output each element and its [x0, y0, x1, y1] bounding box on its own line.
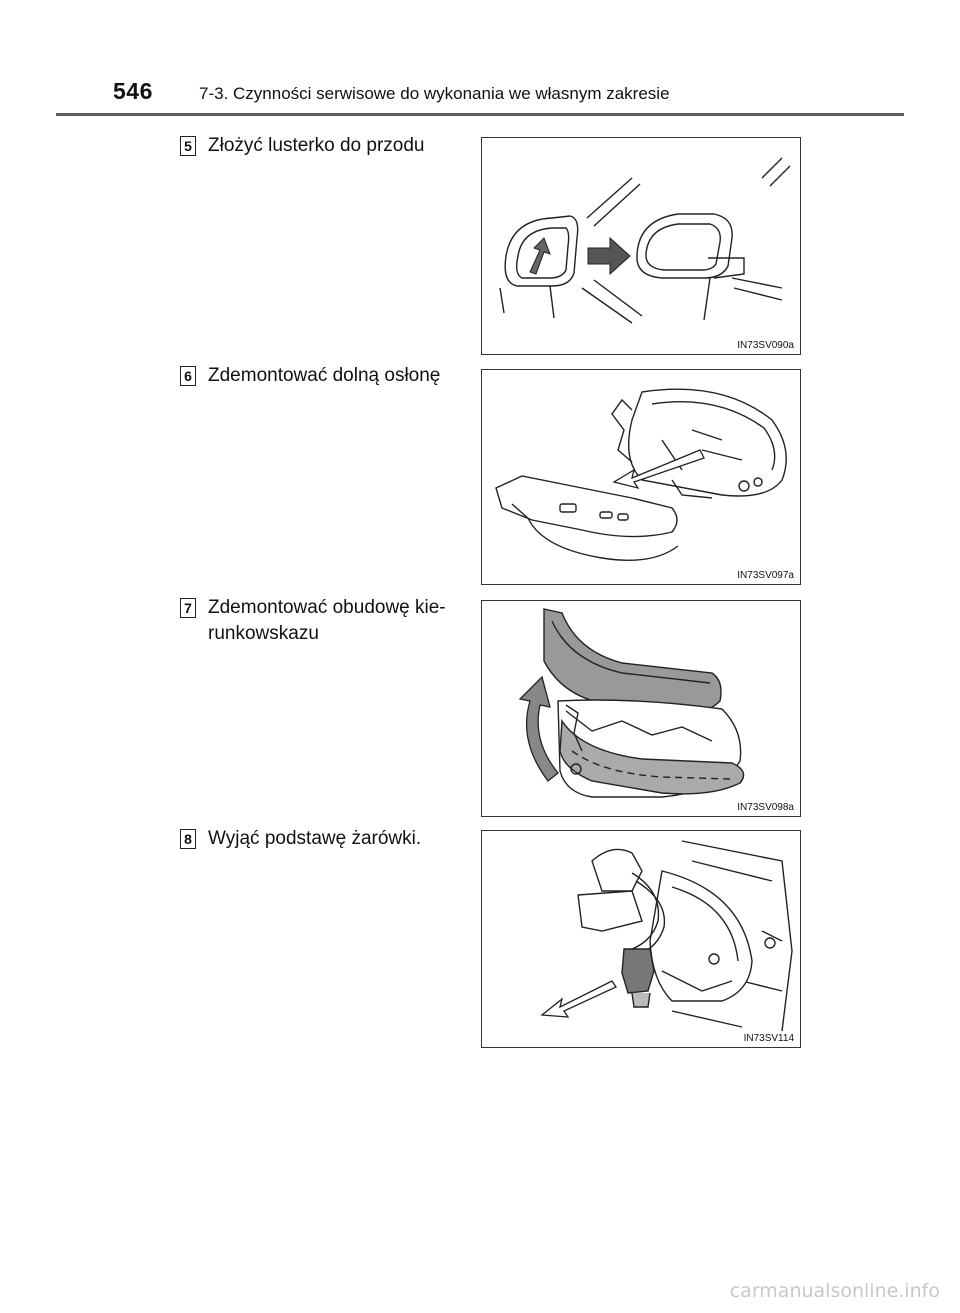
step-number-badge: 5	[180, 136, 196, 156]
watermark: carmanualsonline.info	[729, 1280, 940, 1302]
mirror-fold-illustration	[482, 138, 802, 356]
step-instruction: Wyjąć podstawę żarówki.	[208, 828, 422, 849]
chapter-title: 7-3. Czynności serwisowe do wykonania we własnym zakresie	[199, 84, 670, 103]
step-instruction: Zdemontować dolną osłonę	[208, 365, 441, 386]
figure-remove-bulb-base	[481, 830, 801, 1048]
figure-remove-turn-signal-housing	[481, 600, 801, 817]
figure-remove-lower-cover	[481, 369, 801, 585]
figure-fold-mirror	[481, 137, 801, 355]
step-instruction: Złożyć lusterko do przodu	[208, 135, 425, 156]
figure-code: IN73SV098a	[737, 802, 794, 813]
bulb-base-illustration	[482, 831, 802, 1049]
turn-signal-housing-illustration	[482, 601, 802, 818]
figure-code: IN73SV114	[743, 1033, 794, 1044]
header-rule	[56, 113, 904, 116]
lower-cover-illustration	[482, 370, 802, 586]
step-instruction: Zdemontować obudowę kie-runkowskazu	[208, 597, 446, 644]
step-number-badge: 7	[180, 598, 196, 618]
step-number-badge: 6	[180, 366, 196, 386]
step-number-badge: 8	[180, 829, 196, 849]
figure-code: IN73SV097a	[737, 570, 794, 581]
page-number: 546	[113, 78, 153, 104]
page-header	[0, 0, 960, 120]
figure-code: IN73SV090a	[737, 340, 794, 351]
